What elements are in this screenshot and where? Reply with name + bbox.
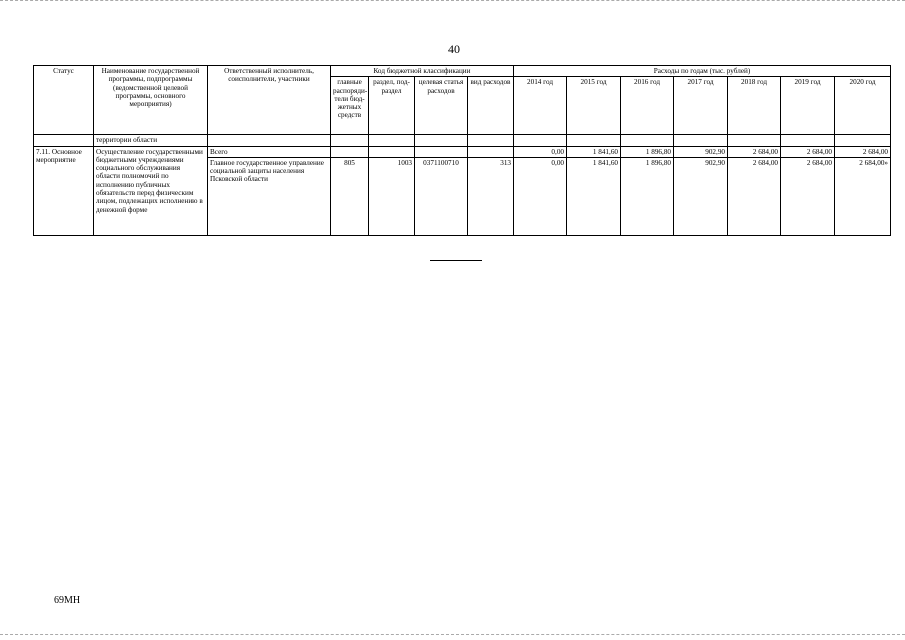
- header-grbs: главные распоряди-тели бюд-жетных средств: [331, 77, 369, 135]
- row-exec-vr: 313: [468, 157, 514, 235]
- header-expenses: Расходы по годам (тыс. рублей): [514, 66, 891, 77]
- row-total-2020: 2 684,00: [835, 146, 891, 157]
- page-number: 40: [448, 42, 460, 56]
- carry-row: [34, 135, 891, 146]
- row-exec-2020: 2 684,00»: [835, 157, 891, 235]
- row-exec-grbs: 805: [331, 157, 369, 235]
- row-total-2016: 1 896,80: [621, 146, 674, 157]
- row-total-2019: 2 684,00: [781, 146, 835, 157]
- row-exec-rz: 1003: [369, 157, 415, 235]
- header-row-1: [34, 66, 891, 77]
- row-exec-executor: Главное государственное управление социальной защиты населения Псковской области: [208, 157, 331, 235]
- budget-table: [33, 65, 891, 236]
- row-exec-2014: 0,00: [514, 157, 567, 235]
- row-total-2014: 0,00: [514, 146, 567, 157]
- row-total-rz: [369, 146, 415, 157]
- header-executor: Ответственный исполнитель, соисполнители, участники: [208, 66, 331, 135]
- header-vr: вид расходов: [468, 77, 514, 135]
- row-exec-2018: 2 684,00: [728, 157, 781, 235]
- row-exec-2017: 902,90: [674, 157, 728, 235]
- carry-name: территории области: [94, 135, 208, 146]
- header-year-2014: 2014 год: [514, 77, 567, 135]
- header-year-2015: 2015 год: [567, 77, 621, 135]
- header-budget-code: Код бюджетной классификации: [331, 66, 514, 77]
- header-csr: целевая статья расходов: [415, 77, 468, 135]
- row-total-grbs: [331, 146, 369, 157]
- bottom-scan-edge: [0, 634, 905, 635]
- header-rz: раздел, под-раздел: [369, 77, 415, 135]
- row-exec-2015: 1 841,60: [567, 157, 621, 235]
- table-row-total: [34, 146, 891, 157]
- row-exec-2016: 1 896,80: [621, 157, 674, 235]
- header-year-2016: 2016 год: [621, 77, 674, 135]
- row-total-2015: 1 841,60: [567, 146, 621, 157]
- row-total-vr: [468, 146, 514, 157]
- header-name: Наименование государственной программы, подпрограммы (ведомственной целевой программы, основного мероприятия): [94, 66, 208, 135]
- top-scan-edge: [0, 0, 905, 1]
- row-total-csr: [415, 146, 468, 157]
- header-status: Статус: [34, 66, 94, 135]
- row-exec-csr: 0371100710: [415, 157, 468, 235]
- row-total-2018: 2 684,00: [728, 146, 781, 157]
- row-total-executor: Всего: [208, 146, 331, 157]
- header-year-2020: 2020 год: [835, 77, 891, 135]
- header-year-2018: 2018 год: [728, 77, 781, 135]
- header-year-2019: 2019 год: [781, 77, 835, 135]
- measure-status: 7.11. Основное мероприятие: [34, 146, 94, 235]
- separator-line: [430, 260, 482, 261]
- row-exec-2019: 2 684,00: [781, 157, 835, 235]
- header-year-2017: 2017 год: [674, 77, 728, 135]
- row-total-2017: 902,90: [674, 146, 728, 157]
- document-code: 69МН: [54, 595, 81, 606]
- measure-name: Осуществление государственными бюджетными учреждениями социального обслуживания области полномочий по исполнению публичных обязательств перед физическим лицом, подлежащих исполнению в денежной форме: [94, 146, 208, 235]
